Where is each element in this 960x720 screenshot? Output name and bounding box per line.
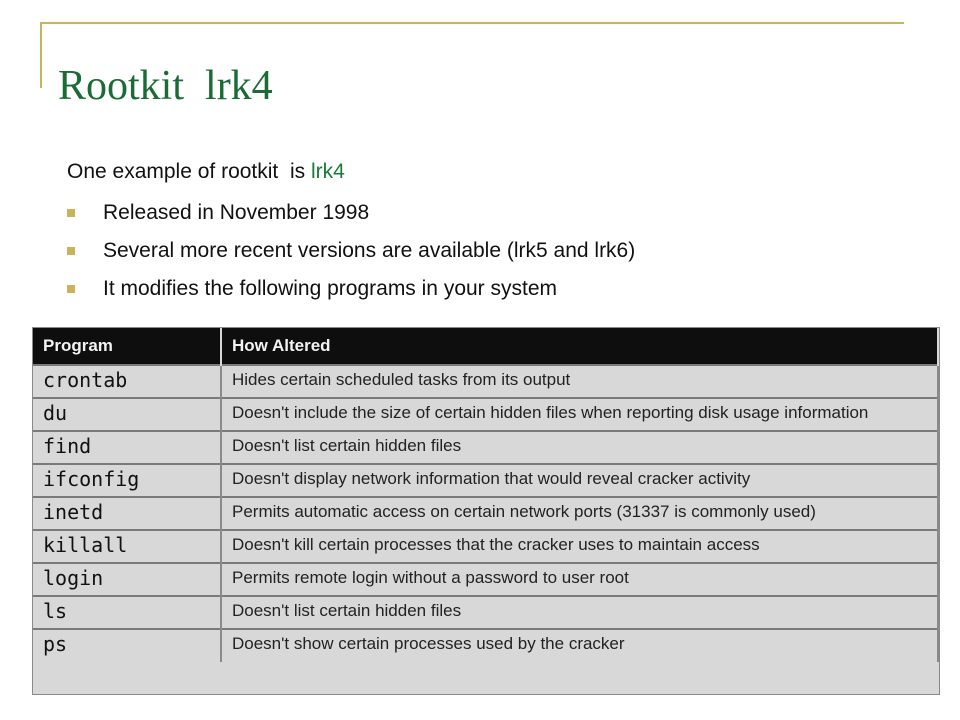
square-bullet-icon <box>67 285 75 293</box>
program-cell: ifconfig <box>33 464 221 497</box>
bullet-text: Released in November 1998 <box>103 201 370 224</box>
program-cell: inetd <box>33 497 221 530</box>
how-altered-cell: Doesn't show certain processes used by the cracker <box>221 629 938 662</box>
intro-accent: lrk4 <box>310 160 345 183</box>
slide-title: Rootkit lrk4 <box>58 63 273 109</box>
how-altered-cell: Doesn't list certain hidden files <box>221 596 938 629</box>
table-row <box>33 431 938 464</box>
frame-top-rule <box>40 22 904 24</box>
frame-left-rule <box>40 22 42 88</box>
table-row <box>33 596 938 629</box>
intro-text: One example of rootkit is <box>67 160 311 183</box>
square-bullet-icon <box>67 209 75 217</box>
bullet-item <box>67 274 635 312</box>
program-cell: ps <box>33 629 221 662</box>
square-bullet-icon <box>67 247 75 255</box>
column-header-program: Program <box>33 328 221 365</box>
table-row <box>33 530 938 563</box>
bullet-text: Several more recent versions are available (lrk5 and lrk6) <box>103 239 636 262</box>
table-row <box>33 365 938 398</box>
column-header-how-altered: How Altered <box>221 328 938 365</box>
table-row <box>33 629 938 662</box>
how-altered-cell: Hides certain scheduled tasks from its output <box>221 365 938 398</box>
bullet-item <box>67 236 635 274</box>
how-altered-cell: Doesn't display network information that would reveal cracker activity <box>221 464 938 497</box>
how-altered-cell: Doesn't include the size of certain hidden files when reporting disk usage information <box>221 398 938 431</box>
program-cell: ls <box>33 596 221 629</box>
program-cell: login <box>33 563 221 596</box>
bullet-text: It modifies the following programs in your system <box>103 277 558 300</box>
table-row <box>33 497 938 530</box>
program-cell: find <box>33 431 221 464</box>
how-altered-cell: Permits remote login without a password to user root <box>221 563 938 596</box>
how-altered-cell: Doesn't kill certain processes that the cracker uses to maintain access <box>221 530 938 563</box>
programs-table <box>32 327 940 695</box>
how-altered-cell: Doesn't list certain hidden files <box>221 431 938 464</box>
program-cell: du <box>33 398 221 431</box>
how-altered-cell: Permits automatic access on certain network ports (31337 is commonly used) <box>221 497 938 530</box>
program-cell: killall <box>33 530 221 563</box>
program-cell: crontab <box>33 365 221 398</box>
table-row <box>33 464 938 497</box>
bullet-item <box>67 198 635 236</box>
table-row <box>33 398 938 431</box>
intro-line <box>67 160 345 184</box>
table-row <box>33 563 938 596</box>
bullet-list <box>67 198 635 312</box>
